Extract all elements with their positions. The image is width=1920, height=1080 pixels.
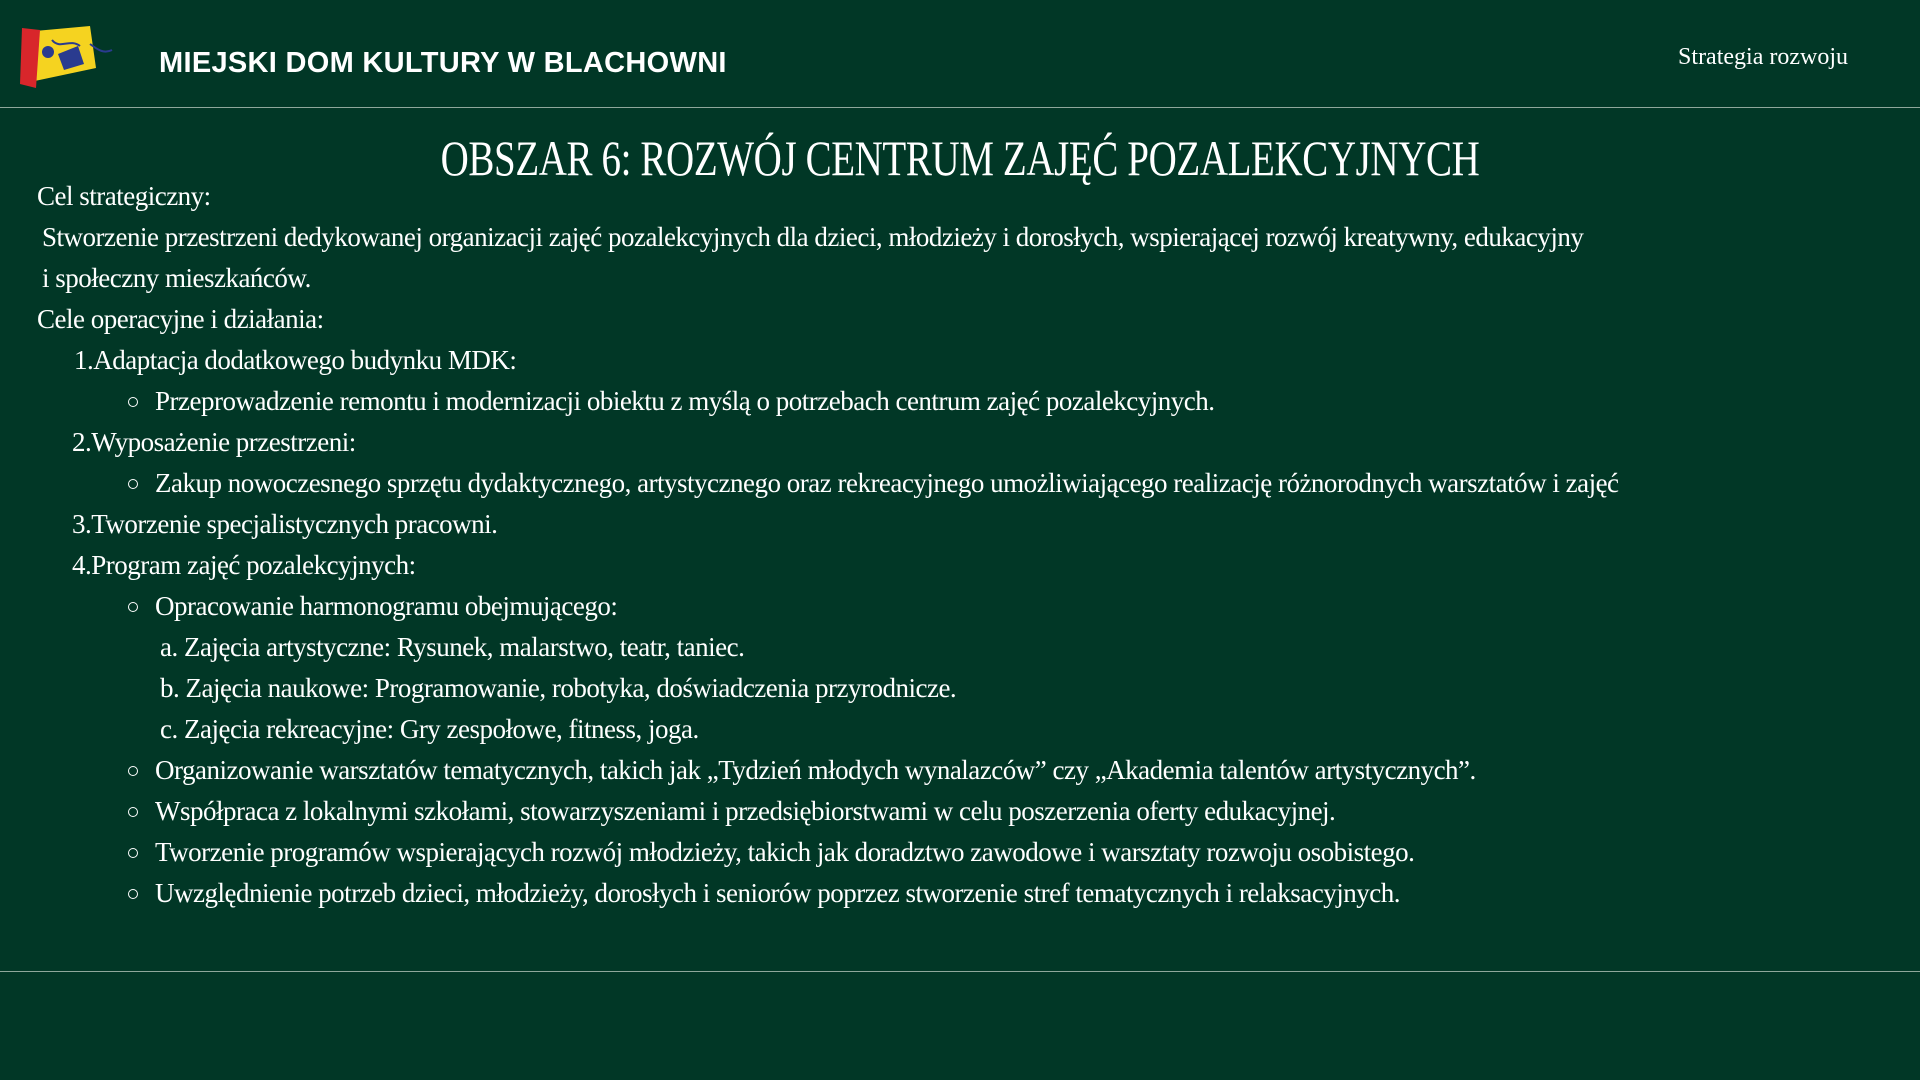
list-item-number: 3. [72, 509, 92, 539]
sub-list-item-text: Zajęcia naukowe: Programowanie, robotyka, doświadczenia przyrodnicze. [185, 673, 957, 703]
slide-content [37, 176, 1887, 914]
mdk-logo-icon [18, 24, 116, 88]
list-item [37, 340, 1887, 381]
footer-divider [0, 971, 1920, 972]
list-item-number: 2. [72, 427, 92, 457]
list-item-text: Tworzenie specjalistycznych pracowni. [91, 509, 498, 539]
operational-goals-heading: Cele operacyjne i działania: [37, 304, 324, 334]
sub-list-item [37, 668, 1887, 709]
sub-list-item-letter: a. [160, 632, 178, 662]
sub-list-item-letter: b. [160, 673, 180, 703]
list-item-bullet: Organizowanie warsztatów tematycznych, takich jak „Tydzień młodych wynalazców” czy „Akademia talentów artystycznych”. [37, 750, 1887, 791]
list-item-bullet: Tworzenie programów wspierających rozwój młodzieży, takich jak doradztwo zawodowe i warsztaty rozwoju osobistego. [37, 832, 1887, 873]
list-item-number: 1. [74, 345, 94, 375]
slide-title: OBSZAR 6: ROZWÓJ CENTRUM ZAJĘĆ POZALEKCYJNYCH [440, 130, 1480, 186]
list-item-number: 4. [72, 550, 92, 580]
list-item-bullet: Współpraca z lokalnymi szkołami, stowarzyszeniami i przedsiębiorstwami w celu poszerzenia oferty edukacyjnej. [37, 791, 1887, 832]
list-item-text: Program zajęć pozalekcyjnych: [91, 550, 416, 580]
sub-list-item-letter: c. [160, 714, 178, 744]
list-item-bullet: Przeprowadzenie remontu i modernizacji obiektu z myślą o potrzebach centrum zajęć pozalekcyjnych. [37, 381, 1887, 422]
strategic-goal-heading: Cel strategiczny: [37, 181, 211, 211]
list-item-text: Adaptacja dodatkowego budynku MDK: [93, 345, 517, 375]
sub-list-item [37, 709, 1887, 750]
organization-name: MIEJSKI DOM KULTURY W BLACHOWNI [159, 47, 727, 79]
strategic-goal-text-line1: Stworzenie przestrzeni dedykowanej organizacji zajęć pozalekcyjnych dla dzieci, młodzieży i dorosłych, wspierającej rozwój kreatywny, edukacyjny [42, 222, 1584, 252]
sub-list-item-text: Zajęcia rekreacyjne: Gry zespołowe, fitness, joga. [183, 714, 699, 744]
sub-list-item [37, 627, 1887, 668]
list-item [37, 504, 1887, 545]
strategic-goal-text-line2: i społeczny mieszkańców. [42, 263, 311, 293]
list-item-bullet: Opracowanie harmonogramu obejmującego: [37, 586, 1887, 627]
sub-list-item-text: Zajęcia artystyczne: Rysunek, malarstwo, teatr, taniec. [183, 632, 745, 662]
list-item [37, 545, 1887, 586]
list-item-text: Wyposażenie przestrzeni: [91, 427, 356, 457]
slide-header [0, 0, 1920, 107]
section-label: Strategia rozwoju [1678, 44, 1848, 70]
list-item [37, 422, 1887, 463]
list-item-bullet: Zakup nowoczesnego sprzętu dydaktycznego, artystycznego oraz rekreacyjnego umożliwiającego realizację różnorodnych warsztatów i zajęć [37, 463, 1895, 504]
list-item-bullet: Uwzględnienie potrzeb dzieci, młodzieży, dorosłych i seniorów poprzez stworzenie stref tematycznych i relaksacyjnych. [37, 873, 1887, 914]
header-divider [0, 107, 1920, 108]
